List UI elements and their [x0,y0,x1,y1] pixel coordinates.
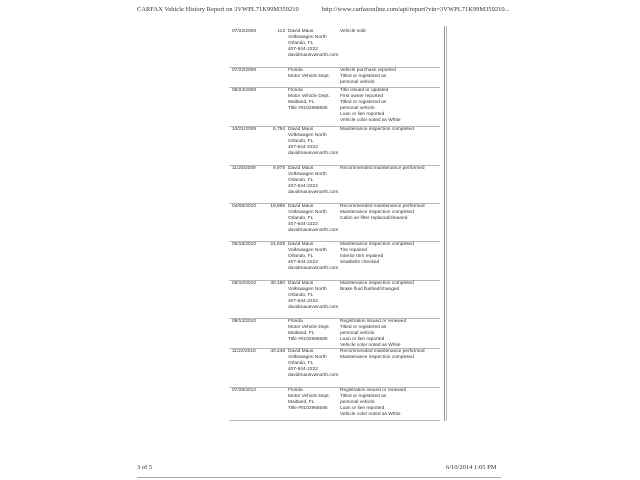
record-source [288,29,338,59]
comment-line: Maintenance inspection completed [340,127,414,132]
source-line: David Maus [288,204,314,209]
record-comments [340,281,438,293]
history-record-row [229,88,440,127]
page-border-line [446,26,447,421]
source-line: Title #0102966585 [288,105,328,111]
record-date: 11/22/2010 [232,349,256,354]
source-line: Florida [288,68,303,73]
record-source [288,242,338,272]
source-line: davidmausvwnorth.com [288,372,339,378]
comment-line: Recommended maintenance performed [340,166,425,171]
comment-line: Vehicle sold [340,29,366,34]
source-line: Maitland, FL [288,330,315,336]
source-line: Title #0102966585 [288,336,328,342]
source-line: Motor Vehicle Dept. [288,393,330,399]
source-line: Orlando, FL [288,215,314,221]
source-line: Orlando, FL [288,292,314,298]
record-comments [340,242,438,266]
comment-line: Titled or registered as [340,393,387,399]
history-record-row [229,127,440,166]
comment-line: Registration issued or renewed [340,319,407,324]
source-line: Volkswagen North [288,286,327,292]
record-source [288,281,338,311]
comment-line: Seatbelts checked [340,259,380,265]
source-line: Volkswagen North [288,354,327,360]
record-source [288,88,338,112]
comment-line: personal vehicle [340,399,375,405]
source-line: davidmausvwnorth.com [288,189,339,195]
source-line: David Maus [288,242,314,247]
print-datetime: 6/10/2014 1:05 PM [446,464,497,471]
record-date: 08/24/2009 [232,88,257,93]
source-line: 407-644-2222 [288,221,318,227]
comment-line: personal vehicle [340,330,375,336]
record-mileage: 9,979 [272,166,285,171]
comment-line: Vehicle color noted as White [340,117,401,123]
source-line: 407-644-2222 [288,259,318,265]
source-line: Florida [288,319,303,324]
record-date: 05/18/2010 [232,242,257,247]
record-date: 09/13/2010 [232,319,257,324]
source-line: Florida [288,88,303,93]
source-line: Motor Vehicle Dept. [288,93,330,99]
record-comments [340,319,438,349]
record-comments [340,388,438,418]
comment-line: Maintenance inspection completed [340,354,414,360]
report-url[interactable]: http://www.carfaxonline.com/api/report?vin=3VWPL71K99M359210... [322,6,510,13]
source-line: 407-644-2222 [288,366,318,372]
history-record-row [229,68,440,88]
source-line: Orlando, FL [288,177,314,183]
source-line: Florida [288,388,303,393]
record-source [288,127,338,157]
record-date: 04/08/2010 [232,204,257,209]
history-record-row [229,281,440,319]
source-line: Volkswagen North [288,247,327,253]
record-comments [340,127,438,133]
comment-line: Titled or registered as [340,99,387,105]
record-date: 07/22/2009 [232,29,257,34]
source-line: Volkswagen North [288,132,327,138]
record-comments [340,88,438,123]
record-mileage: 113 [277,29,285,34]
source-line: Orlando, FL [288,360,314,366]
record-date: 07/28/2012 [232,388,257,393]
source-line: David Maus [288,349,314,354]
footer-rule [137,477,501,478]
history-record-row [229,29,440,68]
comment-line: Loan or lien reported [340,111,385,117]
comment-line: Brake fluid flushed/changed [340,286,400,292]
comment-line: Loan or lien reported [340,405,385,411]
record-date: 07/22/2009 [232,68,257,73]
comment-line: Recommended maintenance performed [340,349,425,354]
history-record-row [229,319,440,349]
source-line: Volkswagen North [288,171,327,177]
record-comments [340,166,438,172]
record-source [288,68,338,80]
comment-line: Tire repaired [340,247,368,253]
record-source [288,319,338,343]
comment-line: personal vehicle [340,105,375,111]
history-record-row [229,388,440,421]
record-source [288,388,338,412]
source-line: Title #0102966585 [288,405,328,411]
record-comments [340,68,438,86]
source-line: Motor Vehicle Dept. [288,324,330,330]
source-line: 407-644-2222 [288,298,318,304]
record-date: 11/25/2009 [232,166,256,171]
source-line: davidmausvwnorth.com [288,52,339,58]
source-line: Volkswagen North [288,34,327,40]
record-mileage: 30,180 [270,281,285,286]
source-line: Volkswagen North [288,209,327,215]
source-line: 407-644-2222 [288,183,318,189]
page-number: 3 of 5 [137,464,153,471]
source-line: 407-644-2222 [288,46,318,52]
comment-line: First owner reported [340,93,383,99]
comment-line: Interior trim repaired [340,253,384,259]
comment-line: Maintenance inspection completed [340,242,414,247]
record-source [288,166,338,196]
history-record-row [229,166,440,204]
comment-line: Loan or lien reported [340,336,385,342]
record-date: 10/21/2009 [232,127,257,132]
record-mileage: 5,794 [272,127,285,132]
source-line: David Maus [288,166,314,171]
source-line: David Maus [288,127,314,132]
comment-line: Titled or registered as [340,73,387,79]
source-line: David Maus [288,29,314,34]
record-mileage: 24,629 [270,242,285,247]
comment-line: Title issued or updated [340,88,389,93]
source-line: Orlando, FL [288,253,314,259]
report-title: CARFAX Vehicle History Report on 3VWPL71K99M359210 [137,6,299,13]
source-line: Orlando, FL [288,138,314,144]
record-source [288,349,338,379]
source-line: davidmausvwnorth.com [288,227,339,233]
source-line: Maitland, FL [288,399,315,405]
history-record-row [229,242,440,281]
record-mileage: 40,248 [270,349,285,354]
history-table [229,26,445,421]
source-line: davidmausvwnorth.com [288,150,339,156]
comment-line: Titled or registered as [340,324,387,330]
comment-line: Vehicle purchase reported [340,68,396,73]
history-record-row [229,204,440,242]
source-line: davidmausvwnorth.com [288,265,339,271]
comment-line: Registration issued or renewed [340,388,407,393]
record-date: 08/10/2010 [232,281,257,286]
comment-line: Maintenance inspection completed [340,209,414,215]
record-comments [340,204,438,222]
comment-line: Vehicle color noted as White [340,342,401,348]
row-divider [229,420,440,421]
source-line: Orlando, FL [288,40,314,46]
comment-line: Vehicle color noted as White [340,411,401,417]
source-line: Motor Vehicle Dept. [288,73,330,79]
source-line: David Maus [288,281,314,286]
record-comments [340,349,438,361]
source-line: 407-644-2222 [288,144,318,150]
comment-line: personal vehicle [340,79,375,85]
source-line: davidmausvwnorth.com [288,304,339,310]
record-comments [340,29,438,35]
source-line: Maitland, FL [288,99,315,105]
record-source [288,204,338,234]
comment-line: Maintenance inspection completed [340,281,414,286]
comment-line: Recommended maintenance performed [340,204,425,209]
history-record-row [229,349,440,388]
comment-line: Cabin air filter replaced/cleaned [340,215,408,221]
record-mileage: 19,988 [270,204,285,209]
page-header [0,0,640,16]
